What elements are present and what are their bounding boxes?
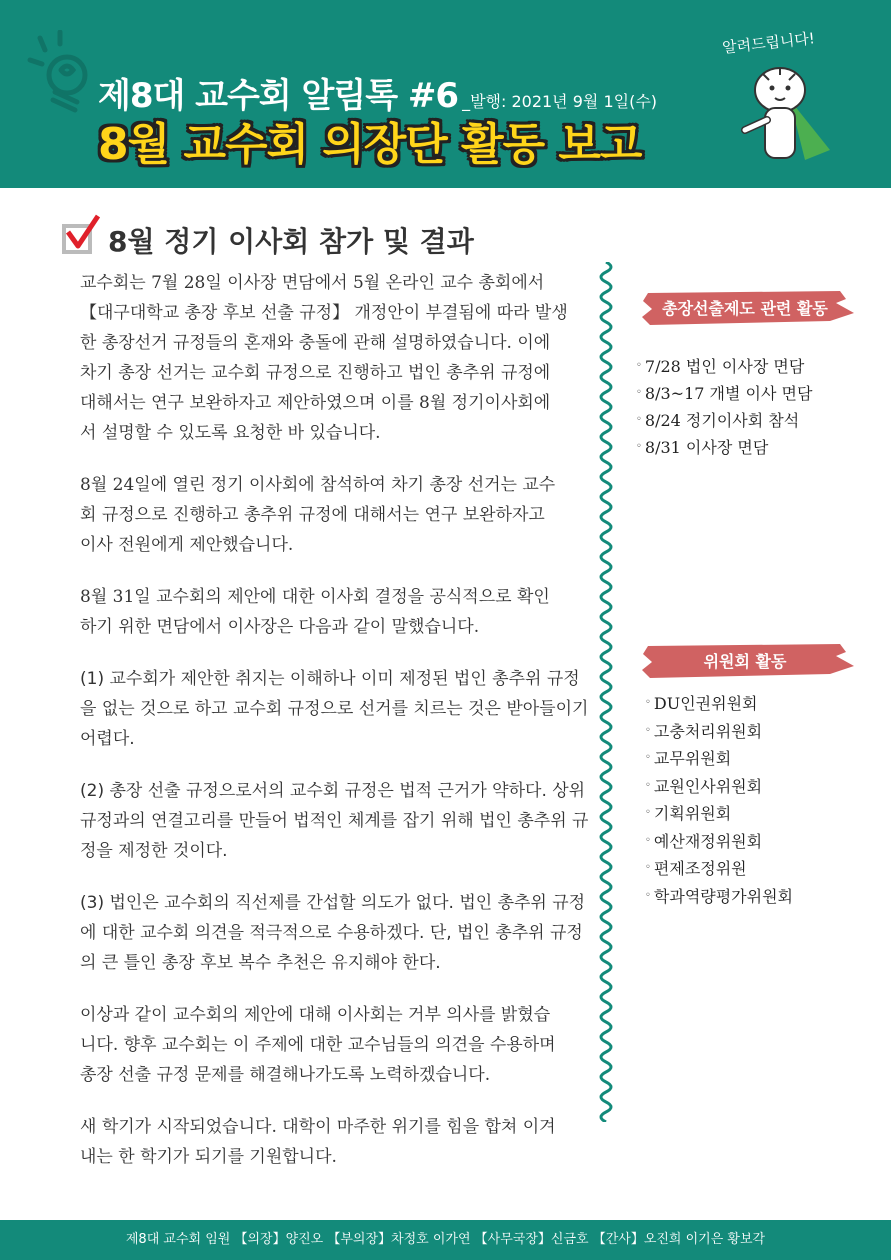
bullet-icon: ◦ [645,834,651,846]
bullet-icon: ◦ [636,441,642,452]
issue-date: _발행: 2021년 9월 1일(수) [462,92,658,111]
paragraph-line: 니다. 향후 교수회는 이 주제에 대한 교수님들의 의견을 수용하며 [80,1035,556,1055]
list-item-text: 예산재정위원회 [653,831,763,851]
committee-activities-banner [640,640,850,680]
paragraph-line: 대해서는 연구 보완하자고 제안하였으며 이를 8월 정기이사회에 [80,393,551,413]
newsletter-name: 제8대 교수회 알림톡 #6 [98,76,459,116]
list-item [645,773,793,801]
election-activities-list [636,353,812,461]
paragraph-line: 회 규정으로 진행하고 총추위 규정에 대해서는 연구 보완하자고 [80,505,545,525]
headline: 8월 교수회 의장단 활동 보고 [98,119,642,170]
paragraph-line: 8월 24일에 열린 정기 이사회에 참석하여 차기 총장 선거는 교수 [80,475,556,495]
paragraph [80,582,575,642]
paragraph [80,888,586,978]
list-item [645,690,793,718]
bullet-icon: ◦ [645,807,651,818]
list-item [645,800,793,828]
header-banner [0,0,891,188]
committee-activities-list [645,690,793,910]
list-item [636,407,812,434]
article-body [80,268,589,1194]
checkbox-checked-icon [60,212,104,256]
paragraph-line: 8월 31일 교수회의 제안에 대한 이사회 결정을 공식적으로 확인 [80,587,550,607]
bullet-icon: ◦ [645,862,651,873]
list-item [636,353,812,380]
list-item-text: DU인권위원회 [653,694,758,713]
paragraph-line: (2) 총장 선출 규정으로서의 교수회 규정은 법적 근거가 약하다. 상위 [80,781,586,801]
paragraph-line: 새 학기가 시작되었습니다. 대학이 마주한 위기를 힘을 합쳐 이겨 [80,1117,556,1137]
list-item [645,883,793,911]
paragraph-line: 을 없는 것으로 하고 교수회 규정으로 선거를 치르는 것은 받아들이기 [80,699,589,719]
wavy-line [601,262,611,1122]
list-item [636,434,812,461]
list-item-text: 기획위원회 [653,804,732,823]
list-item-text: 8/31 이사장 면담 [644,438,769,457]
bullet-icon: ◦ [645,724,651,736]
list-item [645,828,793,856]
list-item-text: 교무위원회 [653,749,732,768]
bullet-icon: ◦ [645,752,651,763]
list-item [645,855,793,883]
banner-title: 위원회 활동 [703,652,787,671]
tiger-mascot-icon [735,60,835,170]
paragraph-line: 하기 위한 면담에서 이사장은 다음과 같이 말했습니다. [80,617,480,637]
paragraph-line: 차기 총장 선거는 교수회 규정으로 진행하고 법인 총추위 규정에 [80,363,551,383]
paragraph [80,1000,575,1090]
list-item-text: 교원인사위원회 [653,776,763,796]
bullet-icon: ◦ [645,697,651,708]
wavy-divider [596,262,616,1122]
paragraph-line: 의 큰 틀인 총장 후보 복수 추천은 유지해야 한다. [80,953,441,973]
paragraph-line: 정을 제정한 것이다. [80,841,228,861]
election-activities-banner [640,287,850,327]
section-title: 8월 정기 이사회 참가 및 결과 [108,225,474,258]
paragraph-line: 교수회는 7월 28일 이사장 면담에서 5월 온라인 교수 총회에서 [80,273,545,293]
paragraph [80,1112,575,1172]
list-item-text: 편제조정위원 [653,859,747,878]
list-item-text: 8/24 정기이사회 참석 [644,411,800,430]
paragraph-line: 에 대한 교수회 의견을 적극적으로 수용하겠다. 단, 법인 총추위 규정 [80,923,583,943]
paragraph [80,268,575,448]
lightbulb-icon [25,30,105,120]
paragraph [80,776,589,866]
banner-title: 총장선출제도 관련 활동 [662,299,828,318]
paragraph-line: 규정과의 연결고리를 만들어 법적인 체계를 잡기 위해 법인 총추위 규 [80,811,589,831]
list-item-text: 고충처리위원회 [653,721,763,741]
bullet-icon: ◦ [645,779,651,791]
paragraph-line: 서 설명할 수 있도록 요청한 바 있습니다. [80,423,381,443]
paragraph [80,470,575,560]
bullet-icon: ◦ [636,360,642,371]
list-item-text: 7/28 법인 이사장 면담 [644,357,805,376]
mascot-caption: 알려드립니다! [721,29,816,57]
list-item-text: 학과역량평가위원회 [653,886,794,906]
list-item-text: 8/3~17 개별 이사 면담 [644,384,813,403]
paragraph-line: 어렵다. [80,729,135,749]
paragraph-line: 총장 선출 규정 문제를 해결해나가도록 노력하겠습니다. [80,1065,491,1085]
bullet-icon: ◦ [645,889,651,901]
list-item [636,380,812,407]
paragraph-line: (1) 교수회가 제안한 취지는 이해하나 이미 제정된 법인 총추위 규정 [80,669,580,689]
paragraph-line: 한 총장선거 규정들의 혼재와 충돌에 관해 설명하였습니다. 이에 [80,333,551,353]
list-item [645,745,793,773]
paragraph [80,664,589,754]
paragraph-line: 【대구대학교 총장 후보 선출 규정】 개정안이 부결됨에 따라 발생 [80,303,568,323]
footer-officers: 제8대 교수회 임원 【의장】양진오 【부의장】차정호 이가연 【사무국장】신금호 【간사】오진희 이기은 황보각 [0,1220,891,1260]
bullet-icon: ◦ [636,387,642,398]
bullet-icon: ◦ [636,414,642,425]
paragraph-line: 이상과 같이 교수회의 제안에 대해 이사회는 거부 의사를 밝혔습 [80,1005,551,1025]
paragraph-line: 이사 전원에게 제안했습니다. [80,535,294,555]
paragraph-line: (3) 법인은 교수회의 직선제를 간섭할 의도가 없다. 법인 총추위 규정 [80,893,586,913]
paragraph-line: 내는 한 학기가 되기를 기원합니다. [80,1147,337,1167]
list-item [645,718,793,746]
